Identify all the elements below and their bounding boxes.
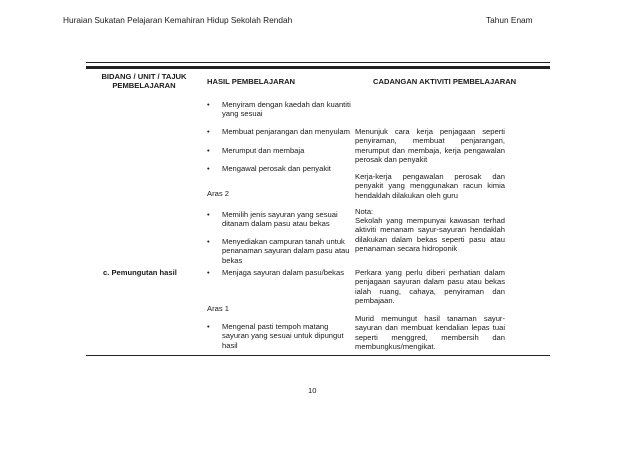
bullet-icon: •	[207, 210, 210, 219]
page-header-title: Huraian Sukatan Pelajaran Kemahiran Hidup Sekolah Rendah	[63, 15, 293, 25]
note-label: Nota:	[355, 207, 374, 216]
bullet-icon: •	[207, 237, 210, 246]
outcome-item: • Menyediakan campuran tanah untuk penanaman sayuran dalam pasu atau bekas	[207, 237, 350, 265]
topic-label: c. Pemungutan hasil	[103, 268, 177, 277]
outcome-item: • Memilih jenis sayuran yang sesuai ditanam dalam pasu atau bekas	[207, 210, 338, 229]
table-top-rule	[86, 62, 550, 63]
outcome-item: • Membuat penjarangan dan menyulam	[207, 127, 350, 136]
level-heading: Aras 1	[207, 304, 229, 313]
table-header-rule	[86, 66, 550, 69]
table-bottom-rule	[86, 355, 550, 356]
page-number: 10	[308, 386, 317, 395]
bullet-icon: •	[207, 322, 210, 331]
activity-text: Murid memungut hasil tanaman sayur-sayuran dan membuat kendalian lepas tuai seperti menggred, membersih dan membungkus/mengikat.	[355, 314, 505, 352]
level-heading: Aras 2	[207, 189, 229, 198]
column-header-topic: BIDANG / UNIT / TAJUK PEMBELAJARAN	[101, 72, 187, 90]
activity-text: Sekolah yang mempunyai kawasan terhad aktiviti menanam sayur-sayuran hendaklah dilakukan dalam bekas seperti pasu atau penanaman secara hidroponik	[355, 216, 505, 254]
bullet-icon: •	[207, 164, 210, 173]
outcome-item: • Mengawal perosak dan penyakit	[207, 164, 331, 173]
bullet-icon: •	[207, 127, 210, 136]
activity-text: Perkara yang perlu diberi perhatian dalam penjagaan sayuran dalam pasu atau bekas ialah ruang, cahaya, penyiraman dan pembajaan.	[355, 268, 505, 306]
bullet-icon: •	[207, 100, 210, 109]
bullet-icon: •	[207, 268, 210, 277]
column-header-outcomes: HASIL PEMBELAJARAN	[207, 77, 296, 86]
activity-text: Kerja-kerja pengawalan perosak dan penyakit yang menggunakan racun kimia hendaklah dilakukan oleh guru	[355, 172, 505, 200]
bullet-icon: •	[207, 146, 210, 155]
outcome-item: • Merumput dan membaja	[207, 146, 305, 155]
page-header-year: Tahun Enam	[486, 15, 533, 25]
outcome-item: • Mengenal pasti tempoh matang sayuran yang sesuai untuk dipungut hasil	[207, 322, 344, 350]
activity-text: Menunjuk cara kerja penjagaan seperti penyiraman, membuat penjarangan, merumput dan membaja, kerja pengawalan perosak dan penyakit	[355, 127, 505, 165]
column-header-activities: CADANGAN AKTIVITI PEMBELAJARAN	[373, 77, 517, 86]
outcome-item: • Menjaga sayuran dalam pasu/bekas	[207, 268, 344, 277]
outcome-item: • Menyiram dengan kaedah dan kuantiti yang sesuai	[207, 100, 351, 119]
